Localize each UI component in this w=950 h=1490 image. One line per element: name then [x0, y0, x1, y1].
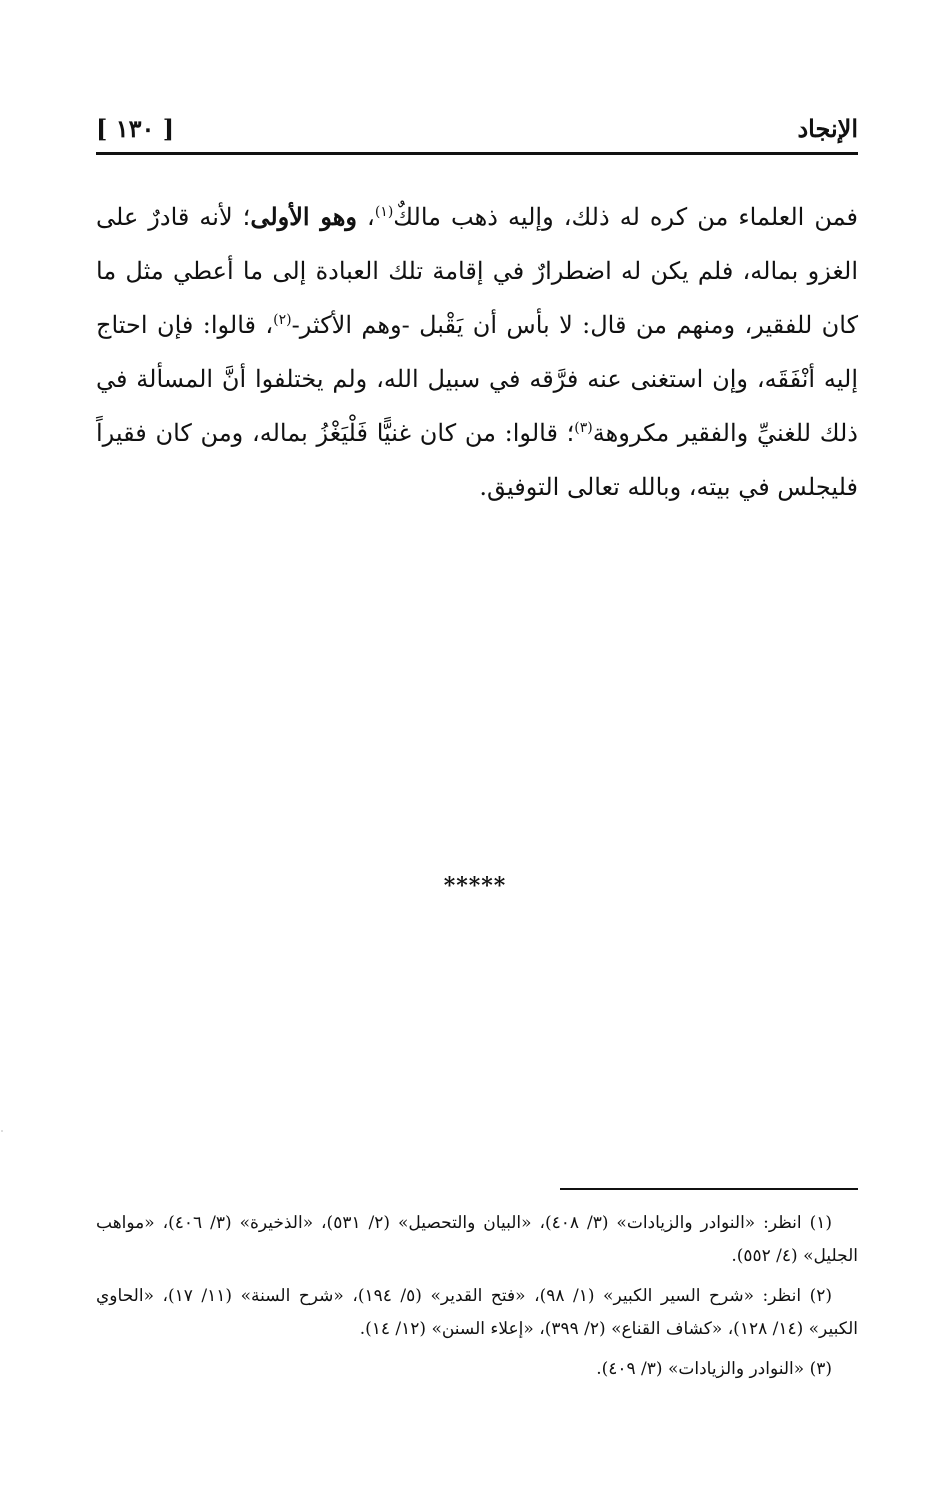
header-rule — [96, 152, 858, 155]
text-segment-3: ؛ لأنه قادرٌ على الغزو بماله، فلم يكن له اضطرارٌ في إقامة تلك العبادة إلى ما أعطي مثل ما كان للفقير، ومنهم من قال: لا بأس أن يَقْبل -وهم الأكثر- — [96, 203, 859, 339]
section-separator: ***** — [443, 873, 507, 899]
running-title: الإنجاد — [797, 114, 858, 143]
footnote-ref-1: (١) — [374, 204, 394, 220]
footnotes — [96, 1207, 858, 1393]
footnote-1: (١) انظر: «النوادر والزيادات» (٣/ ٤٠٨)، «البيان والتحصيل» (٢/ ٥٣١)، «الذخيرة» (٣/ ٤٠٦)، «مواهب الجليل» (٤/ ٥٥٢). — [96, 1213, 858, 1266]
text-segment-4: ، قالوا: فإن احتاج إليه أنْفَقَه، وإن استغنى عنه فرَّقه في سبيل الله، ولم يختلفوا أنَّ المسألة في ذلك للغنيِّ والفقير مكروهة — [96, 311, 858, 447]
main-paragraph — [96, 190, 858, 514]
footnote-rule — [560, 1188, 858, 1190]
footnote-3: (٣) «النوادر والزيادات» (٣/ ٤٠٩). — [596, 1359, 832, 1379]
scan-speck — [1, 1130, 3, 1132]
text-segment-1: فمن العلماء من كره له ذلك، وإليه ذهب مالكٌ — [393, 203, 859, 231]
page-header — [96, 112, 858, 152]
footnote-2: (٢) انظر: «شرح السير الكبير» (١/ ٩٨)، «فتح القدير» (٥/ ١٩٤)، «شرح السنة» (١١/ ١٧)، «الحاوي الكبير» (١٤/ ١٢٨)، «كشاف القناع» (٢/ ٣٩٩)، «إعلاء السنن» (١٢/ ١٤). — [96, 1286, 858, 1339]
text-segment-5: ؛ قالوا: من كان غنيًّا فَلْيَغْزُ بماله، ومن كان فقيراً فليجلس في بيته، وبالله تعالى التوفيق. — [96, 419, 858, 501]
bold-phrase: وهو الأولى — [250, 202, 358, 231]
main-text — [96, 190, 858, 514]
page-number: [ ١٣٠ ] — [96, 114, 175, 143]
footnote-ref-3: (٣) — [574, 420, 593, 436]
footnote-ref-2: (٢) — [273, 312, 292, 328]
text-segment-2: ، — [357, 203, 375, 231]
